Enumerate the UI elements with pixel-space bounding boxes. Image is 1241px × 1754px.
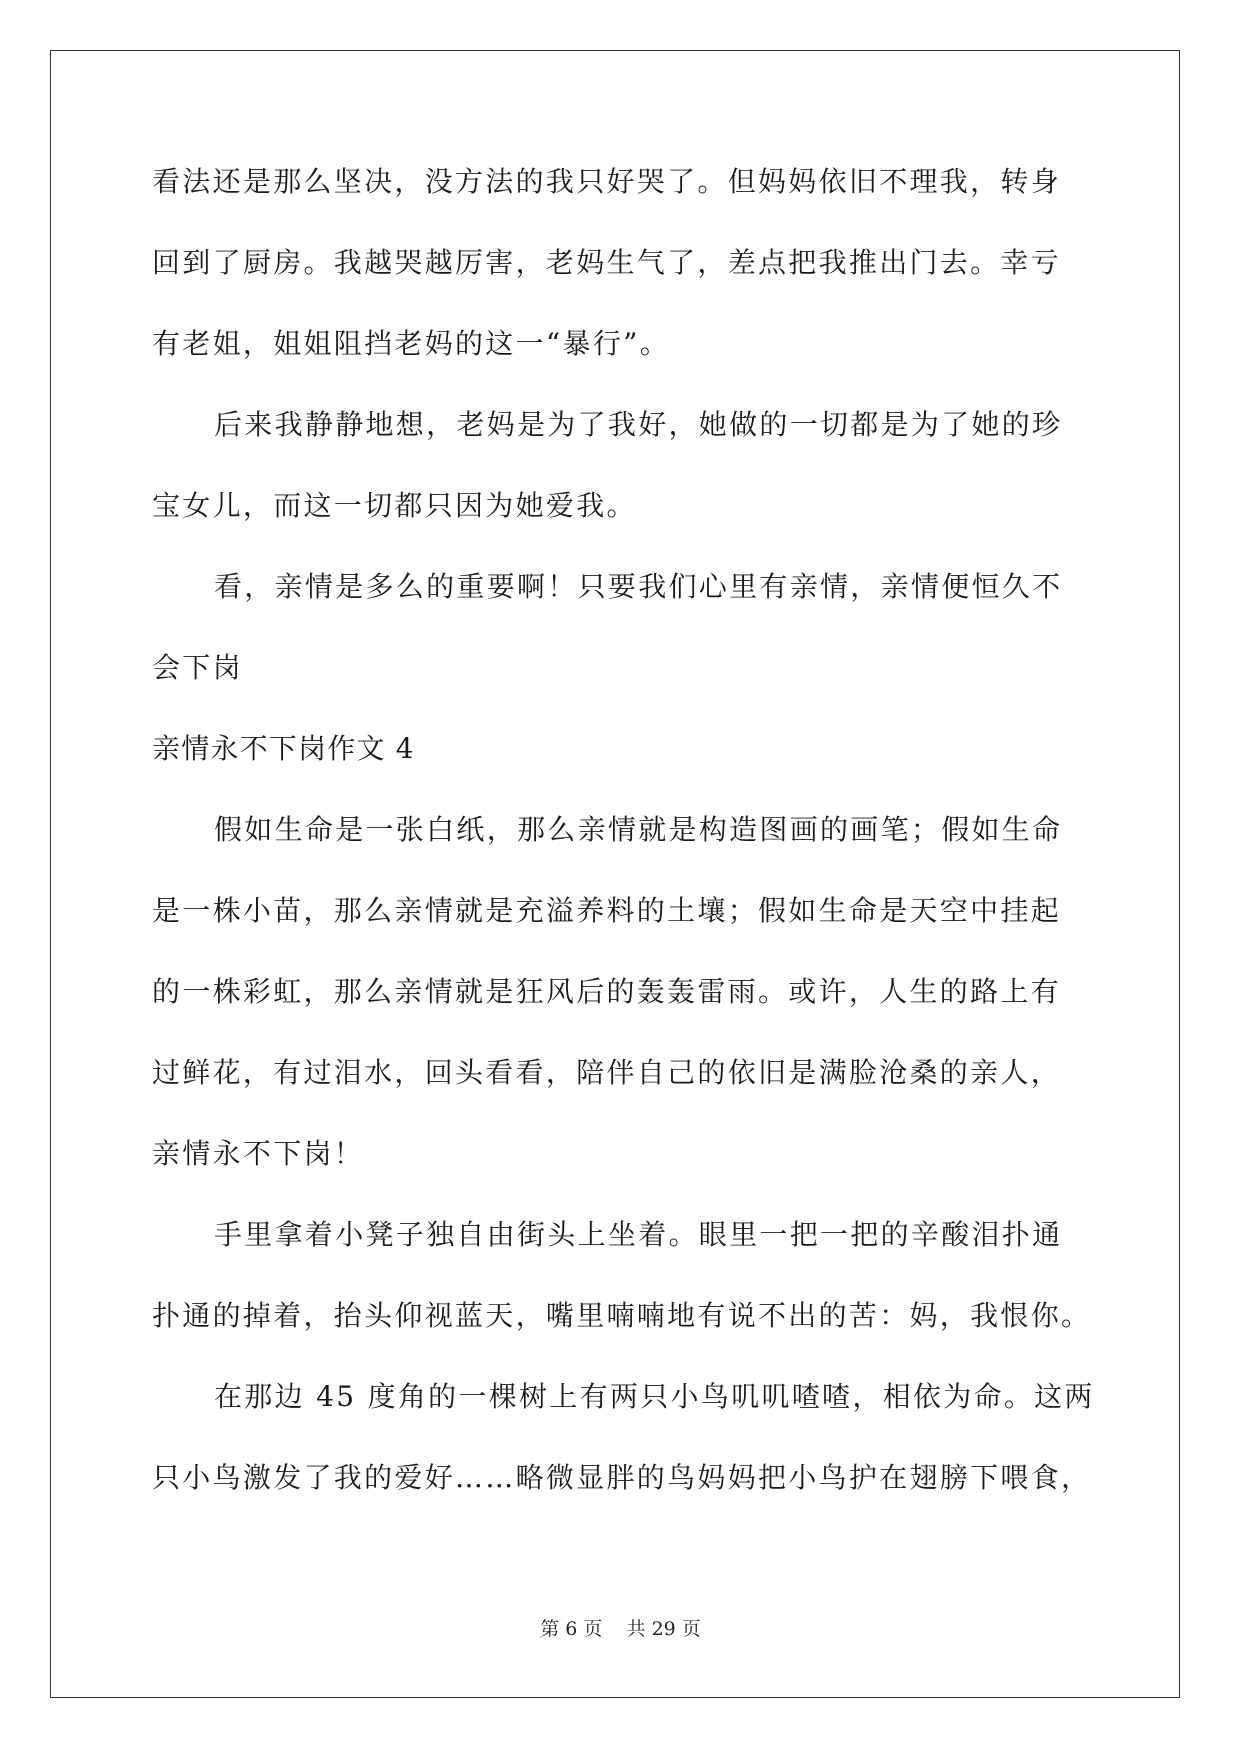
- text-line: 有老姐，姐姐阻挡老妈的这一“暴行”。: [152, 327, 671, 360]
- section-title: 亲情永不下岗作文 4: [152, 732, 415, 765]
- page-number: 第 6 页: [540, 1618, 603, 1640]
- page-total: 共 29 页: [626, 1618, 701, 1640]
- paragraph-start-line: 手里拿着小凳子独自由街头上坐着。眼里一把一把的辛酸泪扑通: [214, 1218, 1063, 1251]
- text-line: 宝女儿，而这一切都只因为她爱我。: [152, 489, 637, 522]
- document-body: [152, 162, 1095, 1539]
- page-footer: [0, 1617, 1241, 1641]
- text-line: 看法还是那么坚决，没方法的我只好哭了。但妈妈依旧不理我，转身: [152, 165, 1062, 198]
- text-line: 是一株小苗，那么亲情就是充溢养料的土壤；假如生命是天空中挂起: [152, 894, 1062, 927]
- text-line: 扑通的掉着，抬头仰视蓝天，嘴里喃喃地有说不出的苦：妈，我恨你。: [152, 1299, 1092, 1332]
- paragraph-start-line: 看，亲情是多么的重要啊！只要我们心里有亲情，亲情便恒久不: [214, 570, 1063, 603]
- text-line: 只小鸟激发了我的爱好……略微显胖的鸟妈妈把小鸟护在翅膀下喂食，: [152, 1461, 1092, 1494]
- paragraph-start-line: 假如生命是一张白纸，那么亲情就是构造图画的画笔；假如生命: [214, 813, 1063, 846]
- paragraph-start-line: 后来我静静地想，老妈是为了我好，她做的一切都是为了她的珍: [214, 408, 1063, 441]
- text-line: 回到了厨房。我越哭越厉害，老妈生气了，差点把我推出门去。幸亏: [152, 246, 1062, 279]
- text-line: 的一株彩虹，那么亲情就是狂风后的轰轰雷雨。或许，人生的路上有: [152, 975, 1062, 1008]
- paragraph-start-line: 在那边 45 度角的一棵树上有两只小鸟叽叽喳喳，相依为命。这两: [214, 1380, 1095, 1413]
- text-line: 亲情永不下岗！: [152, 1137, 365, 1170]
- text-line: 会下岗: [152, 651, 243, 684]
- text-line: 过鲜花，有过泪水，回头看看，陪伴自己的依旧是满脸沧桑的亲人，: [152, 1056, 1062, 1089]
